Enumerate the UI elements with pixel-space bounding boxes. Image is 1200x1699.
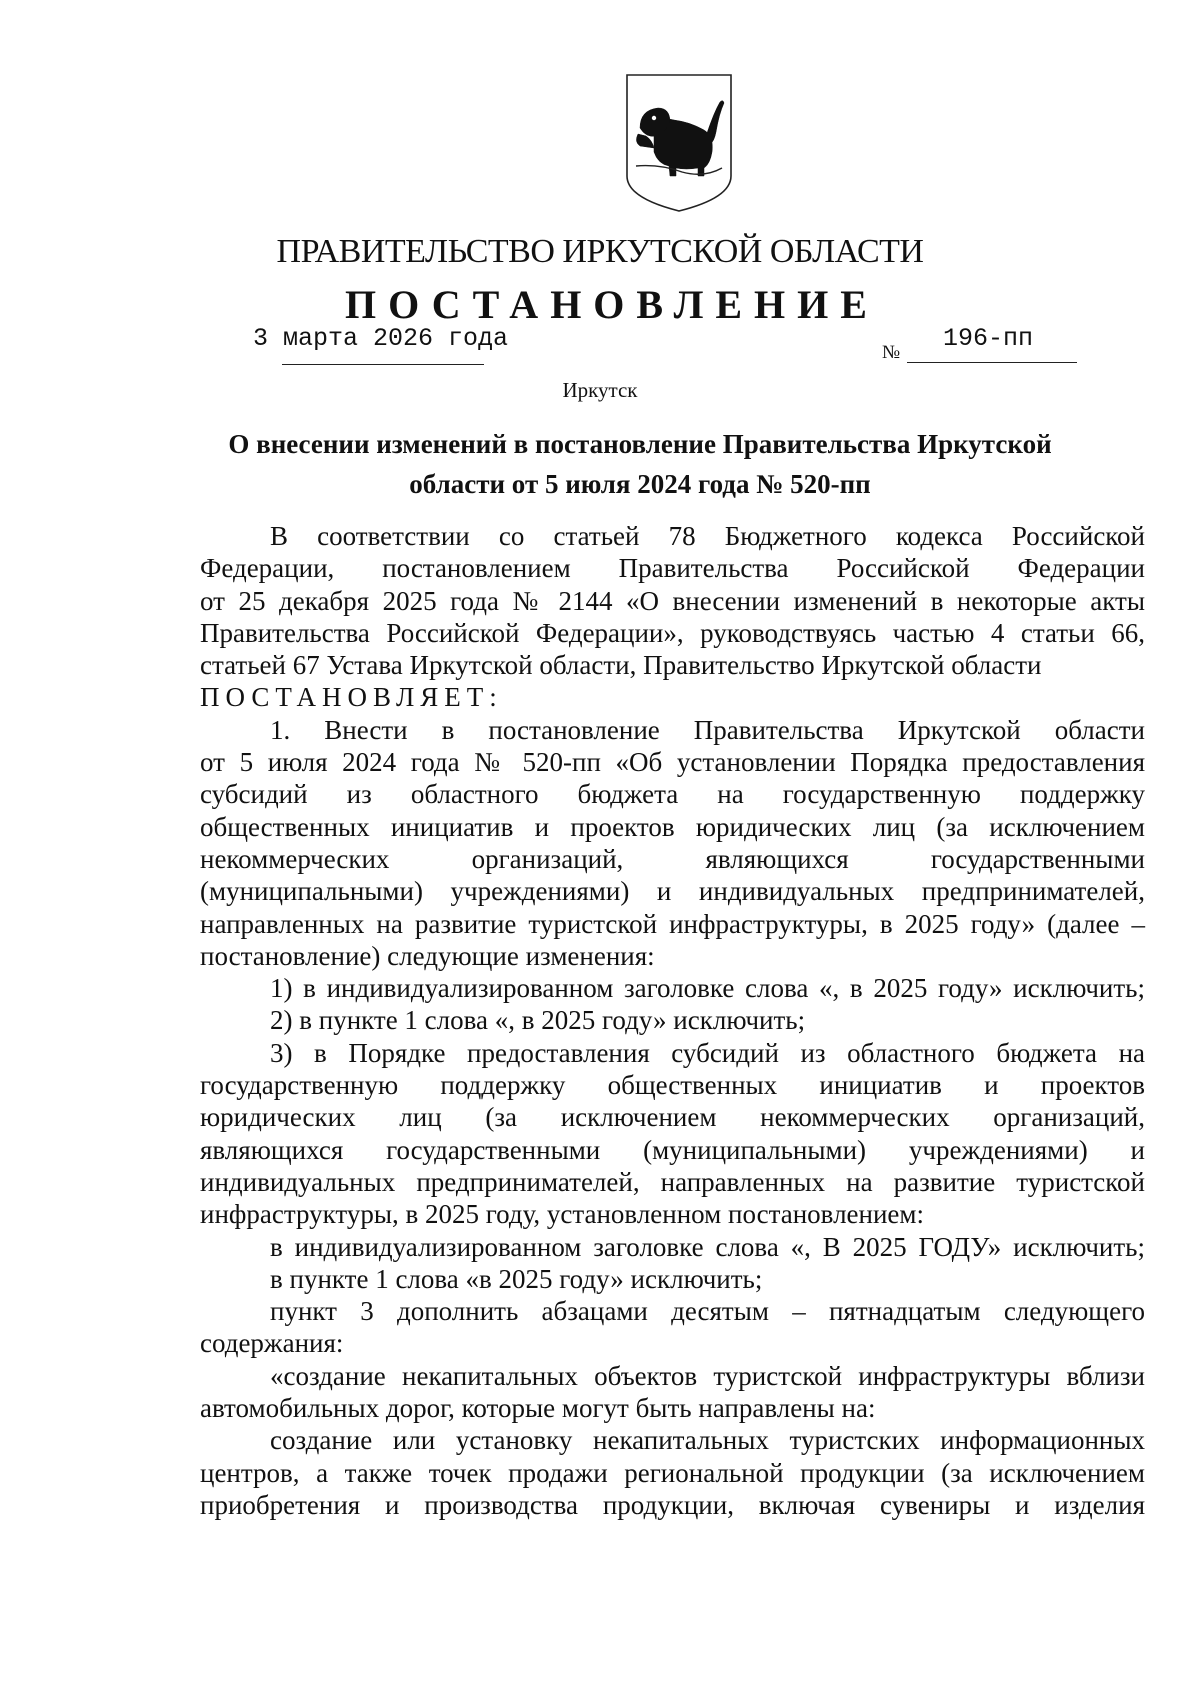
document-number: 196-пп (943, 324, 1034, 353)
body-line: государственную поддержку общественных инициатив и проектов (200, 1070, 1145, 1101)
body-line: постановление) следующие изменения: (200, 940, 655, 971)
body-line: приобретения и производства продукции, включая сувениры и изделия (200, 1489, 1145, 1520)
document-body (200, 520, 1145, 1521)
body-line: являющихся государственными (муниципальными) учреждениями) и (200, 1134, 1145, 1165)
document-type: ПОСТАНОВЛЕНИЕ (345, 282, 879, 327)
body-line: ПОСТАНОВЛЯЕТ: (200, 682, 503, 713)
body-line: «создание некапитальных объектов туристской инфраструктуры вблизи (270, 1360, 1145, 1391)
body-line: в пункте 1 слова «в 2025 году» исключить; (270, 1263, 763, 1294)
body-line: 3) в Порядке предоставления субсидий из областного бюджета на (270, 1037, 1145, 1068)
title-line: области от 5 июля 2024 года № 520-пп (409, 469, 871, 499)
government-name: ПРАВИТЕЛЬСТВО ИРКУТСКОЙ ОБЛАСТИ (276, 233, 924, 270)
body-line: индивидуальных предпринимателей, направленных на развитие туристской (200, 1166, 1145, 1197)
body-line: субсидий из областного бюджета на государственную поддержку (200, 779, 1145, 810)
body-line: 1) в индивидуализированном заголовке слова «, в 2025 году» исключить; (270, 973, 1145, 1004)
body-line: автомобильных дорог, которые могут быть направлены на: (200, 1393, 876, 1424)
body-line: юридических лиц (за исключением некоммерческих организаций, (200, 1102, 1145, 1133)
body-line: в индивидуализированном заголовке слова «, В 2025 ГОДУ» исключить; (270, 1231, 1145, 1262)
body-line: общественных инициатив и проектов юридических лиц (за исключением (200, 811, 1145, 842)
body-line: направленных на развитие туристской инфраструктуры, в 2025 году» (далее – (200, 908, 1145, 939)
body-line: 1. Внести в постановление Правительства Иркутской области (270, 714, 1145, 745)
document-date: 3 марта 2026 года (253, 324, 509, 353)
body-line: статьей 67 Устава Иркутской области, Правительство Иркутской области (200, 650, 1042, 681)
number-underline (907, 362, 1077, 363)
body-line: создание или установку некапитальных туристских информационных (270, 1425, 1145, 1456)
body-line: центров, а также точек продажи региональной продукции (за исключением (200, 1457, 1145, 1488)
body-line: содержания: (200, 1328, 344, 1359)
body-line: некоммерческих организаций, являющихся государственными (200, 843, 1145, 874)
body-line: от 25 декабря 2025 года № 2144 «О внесении изменений в некоторые акты (200, 585, 1145, 616)
body-line: пункт 3 дополнить абзацами десятым – пятнадцатым следующего (270, 1296, 1145, 1327)
body-line: Правительства Российской Федерации», руководствуясь частью 4 статьи 66, (200, 617, 1145, 648)
body-line: 2) в пункте 1 слова «, в 2025 году» исключить; (270, 1005, 806, 1036)
body-line: Федерации, постановлением Правительства Российской Федерации (200, 553, 1145, 584)
number-sign: № (882, 342, 901, 363)
date-underline (282, 364, 484, 365)
body-line: инфраструктуры, в 2025 году, установленном постановлением: (200, 1199, 924, 1230)
title-line: О внесении изменений в постановление Правительства Иркутской (228, 429, 1052, 459)
body-line: В соответствии со статьей 78 Бюджетного кодекса Российской (270, 521, 1145, 551)
coat-of-arms-icon (624, 72, 734, 214)
city: Иркутск (562, 378, 638, 402)
body-line: (муниципальными) учреждениями) и индивидуальных предпринимателей, (200, 876, 1145, 907)
document-title (200, 424, 1080, 504)
body-line: от 5 июля 2024 года № 520-пп «Об установлении Порядка предоставления (200, 747, 1145, 778)
